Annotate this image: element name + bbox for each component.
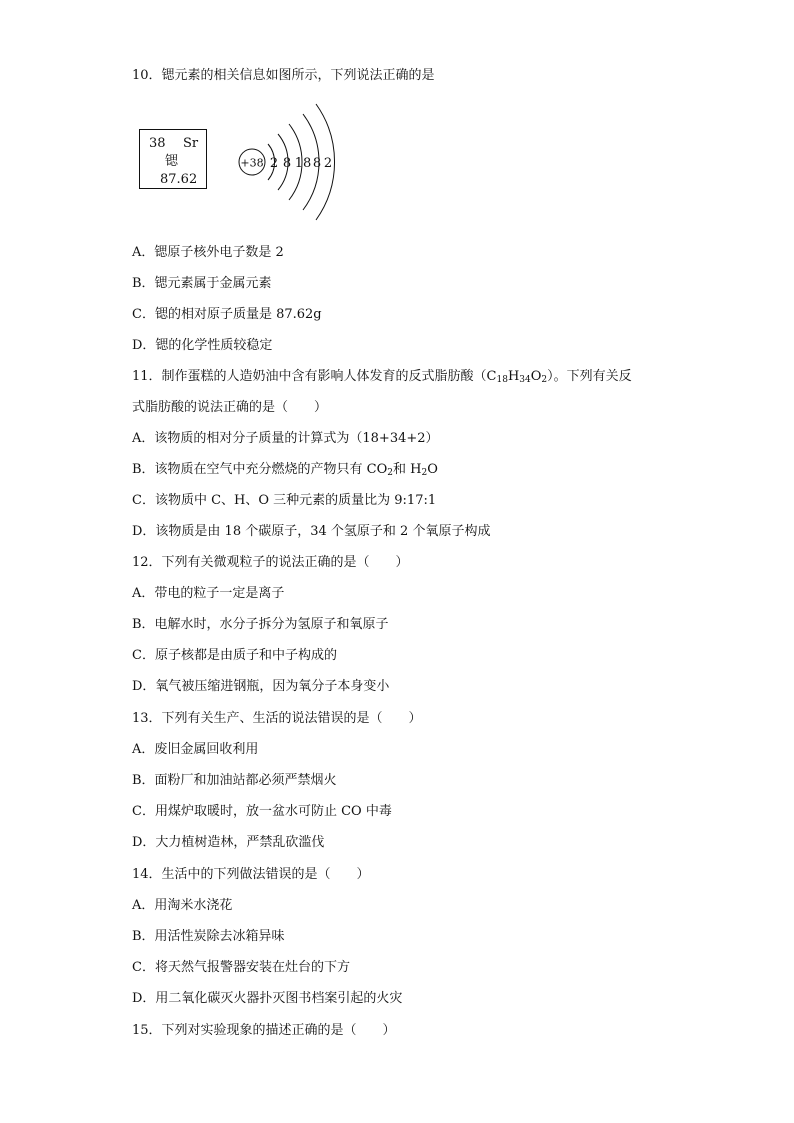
q14-option-a: A．用淘米水浇花 <box>132 898 233 913</box>
q12-option-a: A．带电的粒子一定是离子 <box>132 586 285 601</box>
element-name: 锶 <box>165 154 179 169</box>
q15-stem: 15．下列对实验现象的描述正确的是（ ） <box>132 1023 396 1038</box>
atomic-number: 38 <box>149 136 166 151</box>
q10-stem: 10．锶元素的相关信息如图所示，下列说法正确的是 <box>132 68 435 83</box>
q11-option-c: C．该物质中 C、H、O 三种元素的质量比为 9:17:1 <box>132 493 437 508</box>
q11-stem-line2: 式脂肪酸的说法正确的是（ ） <box>132 400 328 415</box>
q11-option-a: A．该物质的相对分子质量的计算式为（18+34+2） <box>132 431 439 446</box>
q14-option-c: C．将天然气报警器安装在灶台的下方 <box>132 960 350 975</box>
q10-option-c: C．锶的相对原子质量是 87.62g <box>132 307 322 322</box>
q13-option-b: B．面粉厂和加油站都必须严禁烟火 <box>132 773 337 788</box>
q11-option-b: B．该物质在空气中充分燃烧的产物只有 $CO_2$和 $H_2O$ <box>132 462 438 478</box>
q13-option-c: C．用煤炉取暖时，放一盆水可防止 CO 中毒 <box>132 804 392 819</box>
q13-stem: 13．下列有关生产、生活的说法错误的是（ ） <box>132 711 422 726</box>
q12-option-b: B．电解水时，水分子拆分为氢原子和氧原子 <box>132 617 389 632</box>
q10-option-b: B．锶元素属于金属元素 <box>132 276 272 291</box>
atomic-mass: 87.62 <box>160 172 198 187</box>
q12-option-d: D．氧气被压缩进钢瓶，因为氧分子本身变小 <box>132 679 390 694</box>
shell-electrons: 2 <box>323 156 333 171</box>
shell-electrons: 8 <box>282 156 292 171</box>
shell-electrons: 18 <box>294 156 312 171</box>
q12-option-c: C．原子核都是由质子和中子构成的 <box>132 648 337 663</box>
q10-option-d: D．锶的化学性质较稳定 <box>132 338 273 353</box>
q11-stem-line1: 11．制作蛋糕的人造奶油中含有影响人体发育的反式脂肪酸$(C_{18}H_{34}O_2)$。下列有关反 <box>132 369 632 385</box>
atom-structure-diagram <box>236 100 356 224</box>
q13-option-d: D．大力植树造林，严禁乱砍滥伐 <box>132 835 325 850</box>
shell-electrons: 2 <box>269 156 279 171</box>
q14-stem: 14．生活中的下列做法错误的是（ ） <box>132 867 370 882</box>
q11-option-d: D．该物质是由 18 个碳原子，34 个氢原子和 2 个氧原子构成 <box>132 524 491 539</box>
element-card <box>139 129 207 189</box>
q14-option-b: B．用活性炭除去冰箱异味 <box>132 929 285 944</box>
shell-electrons: 8 <box>312 156 322 171</box>
q14-option-d: D．用二氧化碳灭火器扑灭图书档案引起的火灾 <box>132 991 403 1006</box>
q10-option-a: A．锶原子核外电子数是 2 <box>132 245 284 260</box>
element-symbol: Sr <box>183 136 199 151</box>
nucleus-charge: +38 <box>240 156 264 170</box>
q12-stem: 12．下列有关微观粒子的说法正确的是（ ） <box>132 555 409 570</box>
q13-option-a: A．废旧金属回收利用 <box>132 742 259 757</box>
